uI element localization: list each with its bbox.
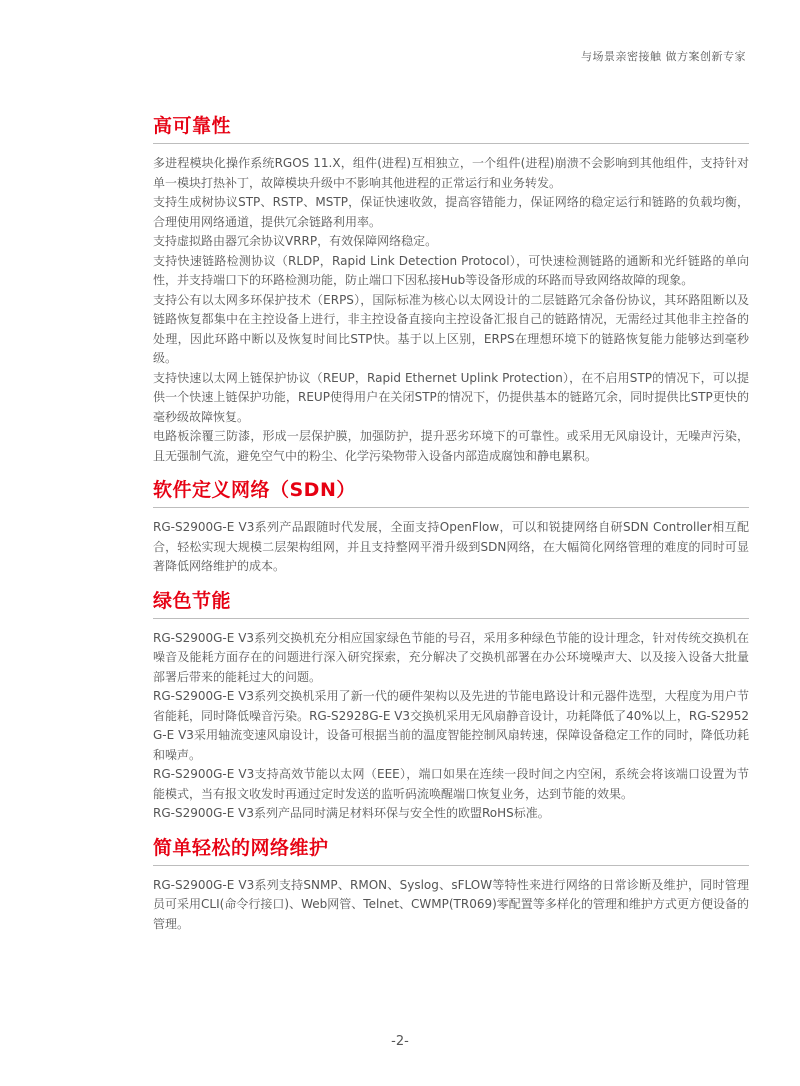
section-sdn [153,476,749,577]
section-high-reliability [153,112,749,466]
paragraph: RG-S2900G-E V3系列交换机采用了新一代的硬件架构以及先进的节能电路设计和元器件选型，大程度为用户节省能耗，同时降低噪音污染。RG-S2928G-E V3交换机采用无风扇静音设计，功耗降低了40%以上，RG-S2952G-E V3采用轴流变速风扇设计，设备可根据当前的温度智能控制风扇转速，保障设备稳定工作的同时，降低功耗和噪声。 [153,689,749,762]
section-green-energy [153,587,749,824]
section-title: 简单轻松的网络维护 [153,836,329,859]
paragraph: 多进程模块化操作系统RGOS 11.X，组件(进程)互相独立，一个组件(进程)崩溃不会影响到其他组件，支持针对单一模块打热补丁，故障模块升级中不影响其他进程的正常运行和业务转发。 [153,156,749,190]
paragraph: 电路板涂覆三防漆，形成一层保护膜，加强防护，提升恶劣环境下的可靠性。或采用无风扇设计，无噪声污染，且无强制气流，避免空气中的粉尘、化学污染物带入设备内部造成腐蚀和静电累积。 [153,429,749,463]
paragraph: RG-S2900G-E V3支持高效节能以太网（EEE），端口如果在连续一段时间之内空闲，系统会将该端口设置为节能模式，当有报文收发时再通过定时发送的监听码流唤醒端口恢复业务，达到节能的效果。 [153,767,749,801]
section-title: 高可靠性 [153,115,232,137]
section-title: 绿色节能 [153,589,232,612]
paragraph: RG-S2900G-E V3系列产品同时满足材料环保与安全性的欧盟RoHS标准。 [153,806,550,820]
section-title: 软件定义网络（SDN） [153,479,356,501]
section-heading [153,587,749,619]
paragraph: RG-S2900G-E V3系列支持SNMP、RMON、Syslog、sFLOW等特性来进行网络的日常诊断及维护，同时管理员可采用CLI(命令行接口)、Web网管、Telnet、CWMP(TR069)零配置等多样化的管理和维护方式更方便设备的管理。 [153,877,749,931]
paragraph: 支持虚拟路由器冗余协议VRRP，有效保障网络稳定。 [153,234,438,248]
section-heading [153,476,749,508]
paragraph: RG-S2900G-E V3系列交换机充分相应国家绿色节能的号召，采用多种绿色节能的设计理念，针对传统交换机在噪音及能耗方面存在的问题进行深入研究探索，充分解决了交换机部署在办公环境噪声大、以及接入设备大批量部署后带来的能耗过大的问题。 [153,630,749,684]
section-heading [153,112,749,144]
paragraph: 支持公有以太网多环保护技术（ERPS），国际标准为核心以太网设计的二层链路冗余备份协议，其环路阻断以及链路恢复都集中在主控设备上进行，非主控设备直接向主控设备汇报自己的链路情况，无需经过其他非主控备的处理，因此环路中断以及恢复时间比STP快。基于以上区别，ERPS在理想环境下的链路恢复能力能够达到毫秒级。 [153,292,749,365]
paragraph: RG-S2900G-E V3系列产品跟随时代发展，全面支持OpenFlow，可以和锐捷网络自研SDN Controller相互配合，轻松实现大规模二层架构组网，并且支持整网平滑升级到SDN网络，在大幅简化网络管理的难度的同时可显著降低网络维护的成本。 [153,520,749,573]
paragraph: 支持快速链路检测协议（RLDP，Rapid Link Detection Protocol），可快速检测链路的通断和光纤链路的单向性，并支持端口下的环路检测功能，防止端口下因私接Hub等设备形成的环路而导致网络故障的现象。 [153,253,749,287]
section-network-maintenance [153,834,749,935]
header-tagline: 与场景亲密接触 做方案创新专家 [581,50,746,63]
section-heading [153,834,749,866]
page-number: -2- [391,1034,409,1049]
paragraph: 支持快速以太网上链保护协议（REUP，Rapid Ethernet Uplink Protection），在不启用STP的情况下，可以提供一个快速上链保护功能，REUP使得用户在关闭STP的情况下，仍提供基本的链路冗余，同时提供比STP更快的毫秒级故障恢复。 [153,370,749,424]
paragraph: 支持生成树协议STP、RSTP、MSTP，保证快速收敛，提高容错能力，保证网络的稳定运行和链路的负载均衡，合理使用网络通道，提供冗余链路利用率。 [153,195,749,229]
document-body [153,112,749,944]
